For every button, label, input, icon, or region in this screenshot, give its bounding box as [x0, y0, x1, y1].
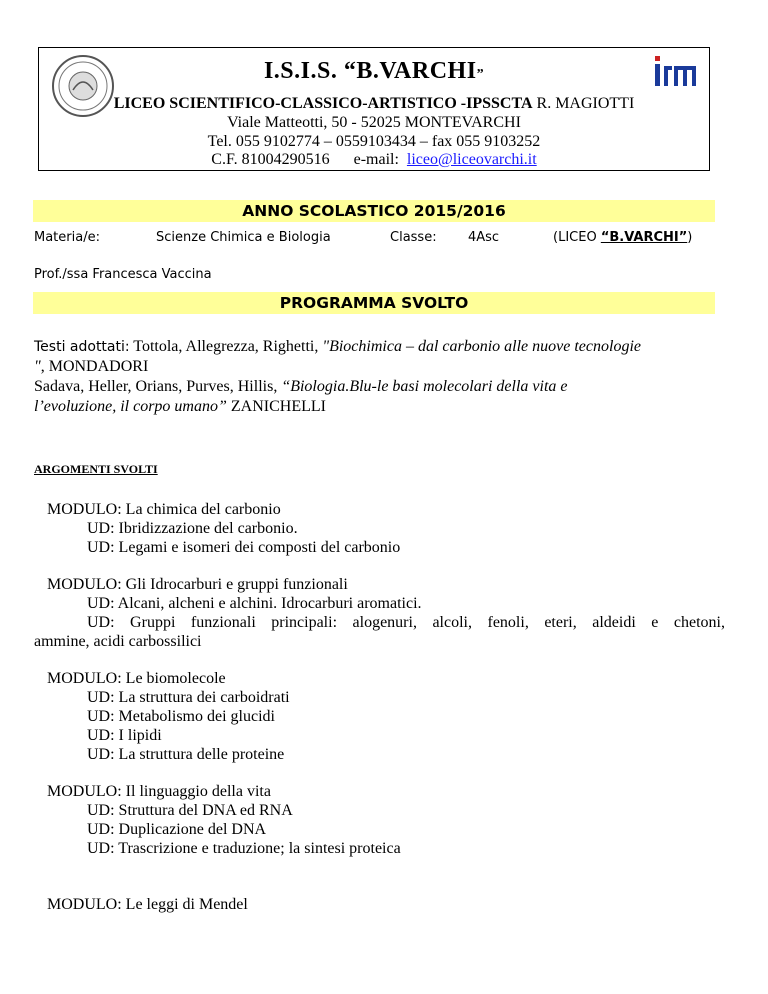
unit-item-long: UD: Gruppi funzionali principali: alogenuri, alcoli, fenoli, eteri, aldeidi e chetoni, — [87, 614, 725, 631]
unit-item: UD: Duplicazione del DNA — [87, 821, 267, 838]
unit-item: UD: I lipidi — [87, 727, 162, 744]
unit-item: UD: Trascrizione e traduzione; la sintesi proteica — [87, 840, 401, 857]
unit-item: UD: La struttura dei carboidrati — [87, 689, 290, 706]
classe-label: Classe: — [390, 230, 437, 245]
module-5 — [47, 895, 725, 914]
unit-item: UD: Ibridizzazione del carbonio. — [87, 520, 298, 537]
address-line: Viale Matteotti, 50 - 52025 MONTEVARCHI — [227, 114, 521, 131]
school-name: I.S.I.S. “B.VARCHI” — [263, 58, 485, 84]
phones-line: Tel. 055 9102774 – 0559103434 – fax 055 9103252 — [207, 133, 541, 150]
textbook-2: Sadava, Heller, Orians, Purves, Hillis, “Biologia.Blu-le basi molecolari della vita e — [34, 378, 568, 395]
modules-list — [34, 500, 725, 932]
textbooks — [34, 337, 724, 417]
cf-email-line: C.F. 81004290516 e-mail: liceo@liceovarchi.it — [211, 151, 537, 168]
module-1 — [47, 500, 725, 557]
school-year-bar: ANNO SCOLASTICO 2015/2016 — [33, 200, 715, 222]
unit-item: UD: Alcani, alcheni e alchini. Idrocarburi aromatici. — [87, 595, 422, 612]
email-link[interactable]: liceo@liceovarchi.it — [406, 151, 537, 168]
argomenti-heading: ARGOMENTI SVOLTI — [34, 462, 158, 476]
textbook-2-cont: l’evoluzione, il corpo umano” ZANICHELLI — [34, 398, 326, 415]
school-header — [38, 47, 710, 171]
module-3 — [47, 669, 725, 764]
textbook-1-cont: ", MONDADORI — [34, 358, 149, 375]
module-title: MODULO: Gli Idrocarburi e gruppi funzionali — [47, 576, 348, 593]
unit-item: UD: La struttura delle proteine — [87, 746, 285, 763]
module-title: MODULO: Le leggi di Mendel — [47, 896, 248, 913]
textbook-1: Testi adottati: Tottola, Allegrezza, Righetti, "Biochimica – dal carbonio alle nuove tecnologie — [34, 338, 641, 355]
unit-item: UD: Metabolismo dei glucidi — [87, 708, 275, 725]
module-4 — [47, 782, 725, 858]
teacher-name: Prof./ssa Francesca Vaccina — [34, 267, 212, 282]
materia-value: Scienze Chimica e Biologia — [156, 230, 331, 245]
module-2 — [34, 575, 725, 651]
unit-item: UD: Legami e isomeri dei composti del carbonio — [87, 539, 401, 556]
module-title: MODULO: Le biomolecole — [47, 670, 226, 687]
school-type-line: LICEO SCIENTIFICO-CLASSICO-ARTISTICO -IPSSCTA R. MAGIOTTI — [113, 95, 635, 112]
module-title: MODULO: La chimica del carbonio — [47, 501, 281, 518]
classe-value: 4Asc — [468, 230, 500, 245]
materia-label: Materia/e: — [34, 230, 100, 245]
programma-bar: PROGRAMMA SVOLTO — [33, 292, 715, 314]
liceo-label: (LICEO “B.VARCHI”) — [553, 230, 693, 245]
unit-item: UD: Struttura del DNA ed RNA — [87, 802, 293, 819]
unit-item-long-cont: ammine, acidi carbossilici — [34, 633, 202, 650]
module-title: MODULO: Il linguaggio della vita — [47, 783, 271, 800]
